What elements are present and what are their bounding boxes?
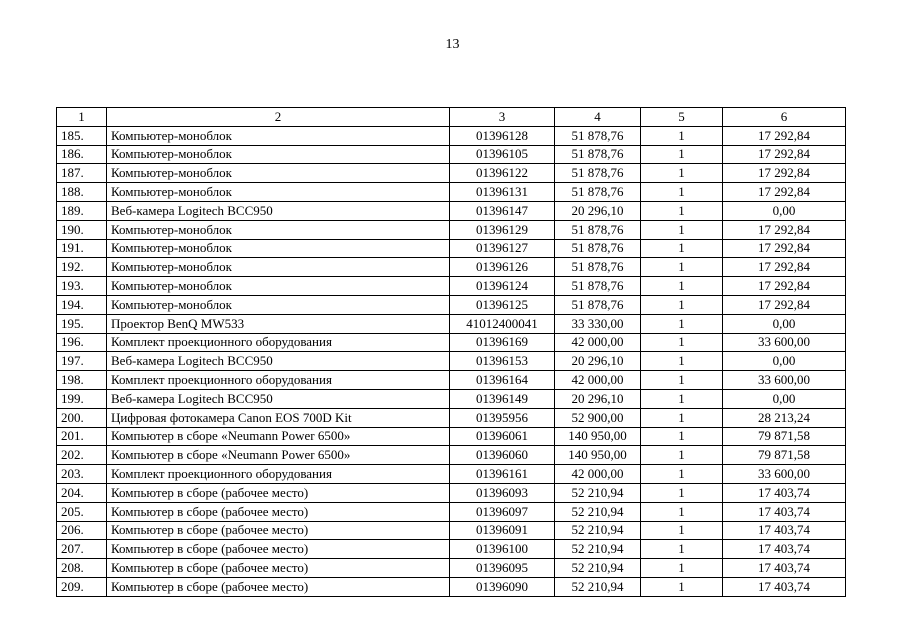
inventory-code-cell: 01396091 (450, 521, 555, 540)
inventory-code-cell: 01396131 (450, 183, 555, 202)
item-name-cell: Комплект проекционного оборудования (107, 371, 450, 390)
table-row (57, 277, 846, 296)
row-number-cell: 203. (57, 465, 107, 484)
item-name-cell: Компьютер-моноблок (107, 145, 450, 164)
inventory-code-cell: 01396093 (450, 483, 555, 502)
column-header: 2 (107, 108, 450, 127)
inventory-code-cell: 01395956 (450, 408, 555, 427)
residual-value-cell: 17 403,74 (723, 483, 846, 502)
cost-cell: 51 878,76 (555, 295, 641, 314)
cost-cell: 42 000,00 (555, 371, 641, 390)
table-row (57, 389, 846, 408)
cost-cell: 42 000,00 (555, 465, 641, 484)
inventory-code-cell: 01396153 (450, 352, 555, 371)
cost-cell: 52 900,00 (555, 408, 641, 427)
item-name-cell: Компьютер-моноблок (107, 183, 450, 202)
item-name-cell: Веб-камера Logitech BCC950 (107, 352, 450, 371)
cost-cell: 20 296,10 (555, 201, 641, 220)
row-number-cell: 200. (57, 408, 107, 427)
table-body (57, 108, 846, 597)
inventory-code-cell: 01396122 (450, 164, 555, 183)
column-header: 3 (450, 108, 555, 127)
residual-value-cell: 28 213,24 (723, 408, 846, 427)
item-name-cell: Компьютер-моноблок (107, 164, 450, 183)
row-number-cell: 199. (57, 389, 107, 408)
cost-cell: 51 878,76 (555, 126, 641, 145)
residual-value-cell: 33 600,00 (723, 333, 846, 352)
row-number-cell: 208. (57, 559, 107, 578)
cost-cell: 20 296,10 (555, 352, 641, 371)
column-header: 4 (555, 108, 641, 127)
row-number-cell: 191. (57, 239, 107, 258)
residual-value-cell: 0,00 (723, 201, 846, 220)
residual-value-cell: 17 403,74 (723, 577, 846, 596)
quantity-cell: 1 (641, 333, 723, 352)
inventory-code-cell: 01396127 (450, 239, 555, 258)
table-row (57, 577, 846, 596)
row-number-cell: 197. (57, 352, 107, 371)
quantity-cell: 1 (641, 559, 723, 578)
inventory-code-cell: 01396097 (450, 502, 555, 521)
inventory-code-cell: 01396060 (450, 446, 555, 465)
residual-value-cell: 0,00 (723, 389, 846, 408)
row-number-cell: 202. (57, 446, 107, 465)
inventory-code-cell: 01396129 (450, 220, 555, 239)
item-name-cell: Компьютер в сборе (рабочее место) (107, 540, 450, 559)
column-header: 6 (723, 108, 846, 127)
quantity-cell: 1 (641, 389, 723, 408)
quantity-cell: 1 (641, 540, 723, 559)
quantity-cell: 1 (641, 521, 723, 540)
table-row (57, 352, 846, 371)
table-row (57, 314, 846, 333)
cost-cell: 42 000,00 (555, 333, 641, 352)
quantity-cell: 1 (641, 295, 723, 314)
cost-cell: 51 878,76 (555, 239, 641, 258)
row-number-cell: 195. (57, 314, 107, 333)
row-number-cell: 193. (57, 277, 107, 296)
cost-cell: 52 210,94 (555, 483, 641, 502)
quantity-cell: 1 (641, 371, 723, 390)
quantity-cell: 1 (641, 577, 723, 596)
row-number-cell: 188. (57, 183, 107, 202)
table-row (57, 559, 846, 578)
quantity-cell: 1 (641, 145, 723, 164)
table-row (57, 540, 846, 559)
quantity-cell: 1 (641, 352, 723, 371)
cost-cell: 51 878,76 (555, 183, 641, 202)
table-row (57, 427, 846, 446)
quantity-cell: 1 (641, 239, 723, 258)
item-name-cell: Компьютер-моноблок (107, 239, 450, 258)
cost-cell: 52 210,94 (555, 540, 641, 559)
row-number-cell: 196. (57, 333, 107, 352)
table-row (57, 446, 846, 465)
row-number-cell: 192. (57, 258, 107, 277)
inventory-code-cell: 01396161 (450, 465, 555, 484)
residual-value-cell: 33 600,00 (723, 371, 846, 390)
column-number-row (57, 108, 846, 127)
inventory-code-cell: 01396100 (450, 540, 555, 559)
table-row (57, 333, 846, 352)
quantity-cell: 1 (641, 465, 723, 484)
residual-value-cell: 0,00 (723, 352, 846, 371)
residual-value-cell: 17 292,84 (723, 277, 846, 296)
table-row (57, 465, 846, 484)
row-number-cell: 190. (57, 220, 107, 239)
row-number-cell: 186. (57, 145, 107, 164)
residual-value-cell: 17 292,84 (723, 164, 846, 183)
item-name-cell: Компьютер в сборе «Neumann Power 6500» (107, 446, 450, 465)
quantity-cell: 1 (641, 201, 723, 220)
item-name-cell: Компьютер в сборе (рабочее место) (107, 577, 450, 596)
cost-cell: 52 210,94 (555, 502, 641, 521)
cost-cell: 51 878,76 (555, 277, 641, 296)
inventory-code-cell: 01396125 (450, 295, 555, 314)
residual-value-cell: 17 403,74 (723, 521, 846, 540)
inventory-code-cell: 01396149 (450, 389, 555, 408)
item-name-cell: Веб-камера Logitech BCC950 (107, 389, 450, 408)
residual-value-cell: 17 403,74 (723, 559, 846, 578)
residual-value-cell: 33 600,00 (723, 465, 846, 484)
table-row (57, 239, 846, 258)
table-row (57, 145, 846, 164)
table-row (57, 502, 846, 521)
inventory-code-cell: 01396126 (450, 258, 555, 277)
residual-value-cell: 17 292,84 (723, 295, 846, 314)
item-name-cell: Компьютер в сборе (рабочее место) (107, 521, 450, 540)
inventory-code-cell: 01396169 (450, 333, 555, 352)
item-name-cell: Веб-камера Logitech BCC950 (107, 201, 450, 220)
inventory-code-cell: 01396147 (450, 201, 555, 220)
inventory-code-cell: 01396095 (450, 559, 555, 578)
table-row (57, 295, 846, 314)
residual-value-cell: 17 403,74 (723, 502, 846, 521)
inventory-code-cell: 01396128 (450, 126, 555, 145)
inventory-code-cell: 01396164 (450, 371, 555, 390)
quantity-cell: 1 (641, 164, 723, 183)
cost-cell: 52 210,94 (555, 559, 641, 578)
residual-value-cell: 79 871,58 (723, 446, 846, 465)
row-number-cell: 187. (57, 164, 107, 183)
item-name-cell: Компьютер-моноблок (107, 258, 450, 277)
quantity-cell: 1 (641, 183, 723, 202)
cost-cell: 51 878,76 (555, 145, 641, 164)
table-row (57, 183, 846, 202)
column-header: 1 (57, 108, 107, 127)
item-name-cell: Компьютер-моноблок (107, 295, 450, 314)
residual-value-cell: 17 292,84 (723, 126, 846, 145)
cost-cell: 51 878,76 (555, 164, 641, 183)
quantity-cell: 1 (641, 126, 723, 145)
page-number: 13 (445, 37, 460, 52)
item-name-cell: Компьютер в сборе «Neumann Power 6500» (107, 427, 450, 446)
inventory-code-cell: 01396105 (450, 145, 555, 164)
item-name-cell: Компьютер в сборе (рабочее место) (107, 483, 450, 502)
column-header: 5 (641, 108, 723, 127)
cost-cell: 52 210,94 (555, 521, 641, 540)
table-row (57, 220, 846, 239)
item-name-cell: Цифровая фотокамера Canon EOS 700D Kit (107, 408, 450, 427)
cost-cell: 140 950,00 (555, 446, 641, 465)
cost-cell: 51 878,76 (555, 258, 641, 277)
quantity-cell: 1 (641, 314, 723, 333)
cost-cell: 140 950,00 (555, 427, 641, 446)
cost-cell: 33 330,00 (555, 314, 641, 333)
table-row (57, 258, 846, 277)
item-name-cell: Проектор BenQ MW533 (107, 314, 450, 333)
inventory-code-cell: 41012400041 (450, 314, 555, 333)
residual-value-cell: 0,00 (723, 314, 846, 333)
table-row (57, 483, 846, 502)
row-number-cell: 207. (57, 540, 107, 559)
residual-value-cell: 79 871,58 (723, 427, 846, 446)
quantity-cell: 1 (641, 483, 723, 502)
residual-value-cell: 17 292,84 (723, 220, 846, 239)
quantity-cell: 1 (641, 446, 723, 465)
residual-value-cell: 17 292,84 (723, 258, 846, 277)
quantity-cell: 1 (641, 502, 723, 521)
residual-value-cell: 17 403,74 (723, 540, 846, 559)
quantity-cell: 1 (641, 220, 723, 239)
item-name-cell: Компьютер-моноблок (107, 126, 450, 145)
inventory-code-cell: 01396090 (450, 577, 555, 596)
quantity-cell: 1 (641, 277, 723, 296)
table-row (57, 408, 846, 427)
row-number-cell: 206. (57, 521, 107, 540)
inventory-code-cell: 01396124 (450, 277, 555, 296)
table-row (57, 164, 846, 183)
item-name-cell: Комплект проекционного оборудования (107, 333, 450, 352)
table-row (57, 521, 846, 540)
quantity-cell: 1 (641, 427, 723, 446)
item-name-cell: Компьютер-моноблок (107, 220, 450, 239)
residual-value-cell: 17 292,84 (723, 145, 846, 164)
row-number-cell: 189. (57, 201, 107, 220)
cost-cell: 52 210,94 (555, 577, 641, 596)
row-number-cell: 205. (57, 502, 107, 521)
quantity-cell: 1 (641, 408, 723, 427)
item-name-cell: Комплект проекционного оборудования (107, 465, 450, 484)
item-name-cell: Компьютер в сборе (рабочее место) (107, 559, 450, 578)
cost-cell: 20 296,10 (555, 389, 641, 408)
residual-value-cell: 17 292,84 (723, 239, 846, 258)
table-row (57, 201, 846, 220)
row-number-cell: 185. (57, 126, 107, 145)
inventory-table (56, 107, 846, 597)
quantity-cell: 1 (641, 258, 723, 277)
row-number-cell: 198. (57, 371, 107, 390)
table-row (57, 126, 846, 145)
cost-cell: 51 878,76 (555, 220, 641, 239)
row-number-cell: 209. (57, 577, 107, 596)
inventory-code-cell: 01396061 (450, 427, 555, 446)
row-number-cell: 204. (57, 483, 107, 502)
table-row (57, 371, 846, 390)
row-number-cell: 194. (57, 295, 107, 314)
item-name-cell: Компьютер-моноблок (107, 277, 450, 296)
row-number-cell: 201. (57, 427, 107, 446)
item-name-cell: Компьютер в сборе (рабочее место) (107, 502, 450, 521)
residual-value-cell: 17 292,84 (723, 183, 846, 202)
